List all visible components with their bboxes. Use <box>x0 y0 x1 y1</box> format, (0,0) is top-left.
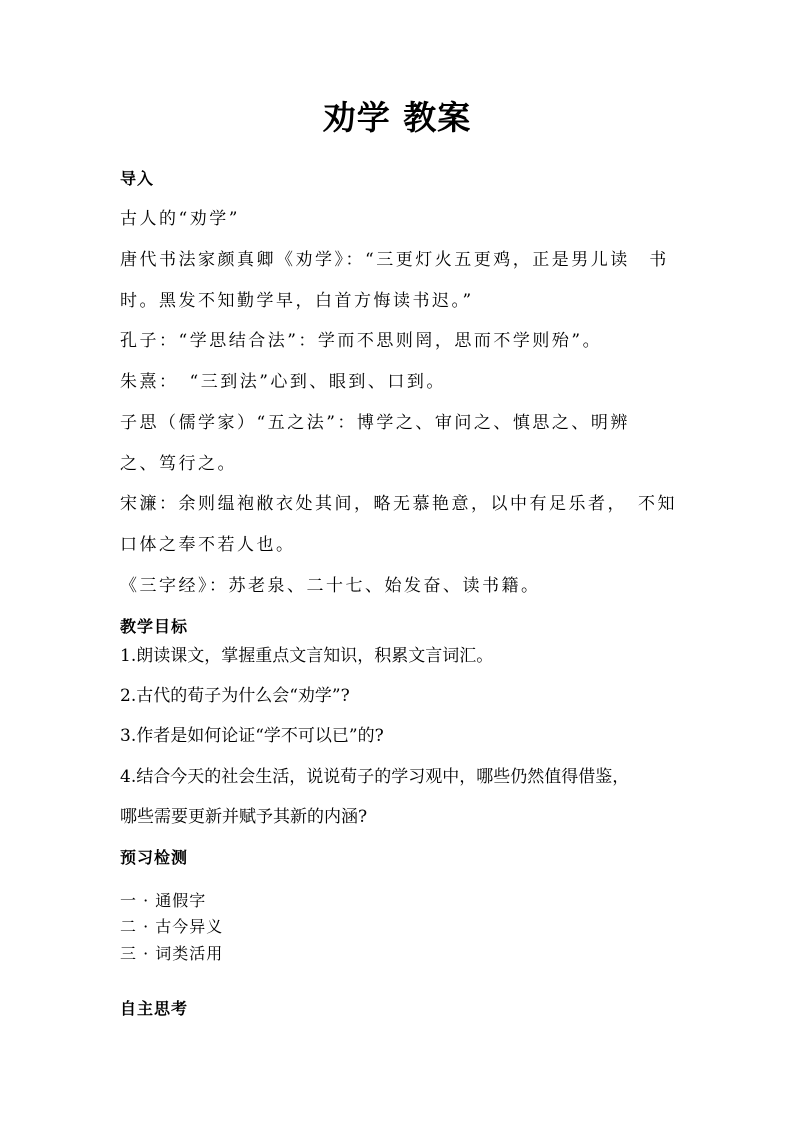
intro-line: 孔子：“学思结合法”：学而不思则罔，思而不学则殆”。 <box>120 331 603 351</box>
objective-line: 1.朗读课文，掌握重点文言知识，积累文言词汇。 <box>120 646 494 666</box>
section-heading-objectives: 教学目标 <box>120 617 189 636</box>
intro-line: 《三字经》：苏老泉、二十七、始发奋、读书籍。 <box>120 576 541 596</box>
intro-line: 朱熹： “三到法”心到、眼到、口到。 <box>120 372 446 392</box>
preview-list-item: 三 · 词类活用 <box>120 944 224 963</box>
objective-line: 4.结合今天的社会生活，说说荀子的学习观中，哪些仍然值得借鉴， <box>120 767 630 787</box>
intro-line: 之、笃行之。 <box>120 454 237 474</box>
document-title: 劝学 教案 <box>322 98 472 137</box>
intro-line: 唐代书法家颜真卿《劝学》：“三更灯火五更鸡，正是男儿读 书 <box>120 250 669 270</box>
intro-line: 时。黑发不知勤学早，白首方悔读书迟。” <box>120 291 474 311</box>
intro-line: 口体之奉不若人也。 <box>120 535 296 555</box>
section-heading-intro: 导入 <box>120 169 155 188</box>
intro-line: 子思（儒学家）“五之法”：博学之、审问之、慎思之、明辨 <box>120 413 630 433</box>
objective-line: 哪些需要更新并赋予其新的内涵? <box>120 807 368 827</box>
section-heading-self-thinking: 自主思考 <box>120 999 189 1018</box>
intro-line: 宋濂：余则缊袍敝衣处其间，略无慕艳意，以中有足乐者， 不知 <box>120 494 677 514</box>
preview-list-item: 二 · 古今异义 <box>120 917 224 936</box>
objective-line: 3.作者是如何论证“学不可以已”的? <box>120 726 384 746</box>
preview-list-item: 一 · 通假字 <box>120 891 207 910</box>
intro-line: 古人的“劝学” <box>120 209 240 229</box>
objective-line: 2.古代的荀子为什么会“劝学”? <box>120 686 350 706</box>
section-heading-preview: 预习检测 <box>120 848 189 867</box>
